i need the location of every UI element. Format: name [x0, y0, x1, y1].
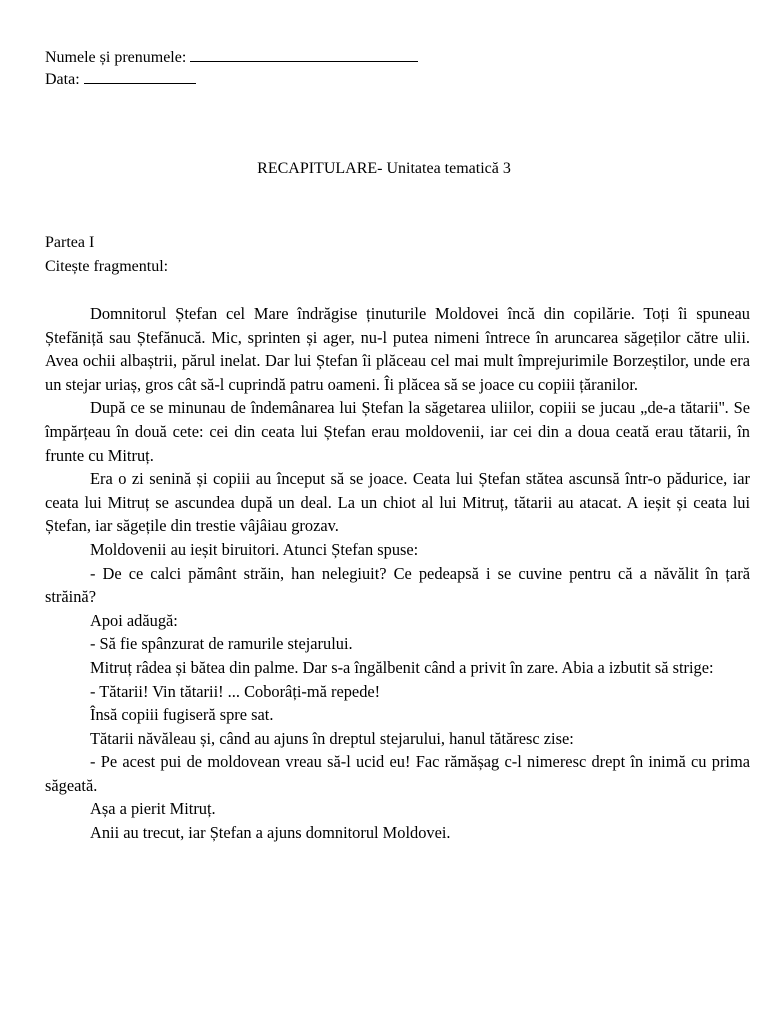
part-heading-block	[45, 231, 168, 278]
paragraph: Însă copiii fugiseră spre sat.	[90, 705, 274, 725]
paragraph: Anii au trecut, iar Ștefan a ajuns domnitorul Moldovei.	[90, 823, 451, 843]
paragraph: Mitruț râdea și bătea din palme. Dar s-a îngălbenit când a privit în zare. Abia a izbutit să strige:	[90, 657, 714, 677]
date-field-line	[45, 69, 196, 90]
paragraph: - Tătarii! Vin tătarii! ... Coborâți-mă repede!	[90, 681, 381, 701]
paragraph: Așa a pierit Mitruț.	[90, 799, 216, 819]
paragraph: - Să fie spânzurat de ramurile stejarului.	[90, 634, 353, 654]
paragraph: Moldovenii au ieșit biruitori. Atunci Ștefan spuse:	[90, 539, 419, 559]
date-label: Data:	[45, 71, 80, 88]
paragraph: - De ce calci pământ străin, han nelegiuit? Ce pedeapsă i se cuvine pentru că a năvălit în țară străină?	[45, 563, 750, 607]
paragraph: Domnitorul Ștefan cel Mare îndrăgise ținuturile Moldovei încă din copilărie. Toți îi spuneau Ștefăniță sau Ștefănucă. Mic, sprinten și ager, nu-l putea nimeni întrece în aruncarea săgeților către ulii. Avea ochii albaștrii, părul inelat. Dar lui Ștefan îi plăceau cel mai mult împrejurimile Borzeștilor, unde era un stejar uriaș, gros cât să-l cuprindă patru oameni. Îi plăcea să se joace cu copiii țăranilor.	[45, 304, 750, 394]
paragraph: Era o zi senină și copiii au început să se joace. Ceata lui Ștefan stătea ascunsă într-o pădurice, iar ceata lui Mitruț se ascundea după un deal. La un chiot al lui Mitruț, tătarii au atacat. A ieșit și ceata lui Ștefan, iar săgețile din trestie vâjâiau grozav.	[45, 469, 750, 536]
paragraph: După ce se minunau de îndemânarea lui Ștefan la săgetarea uliilor, copiii se jucau „de-a tătarii''. Se împărțeau în două cete: cei din ceata lui Ștefan erau moldovenii, iar cei din a doua ceată erau tătarii, în frunte cu Mitruț.	[45, 398, 750, 465]
date-blank	[84, 69, 196, 84]
paragraph: Apoi adăugă:	[90, 610, 178, 630]
paragraph: Tătarii năvăleau și, când au ajuns în dreptul stejarului, hanul tătăresc zise:	[90, 728, 574, 748]
part-instruction: Citește fragmentul:	[45, 257, 169, 275]
paragraph: - Pe acest pui de moldovean vreau să-l ucid eu! Fac rămășag c-l nimeresc drept în inimă cu prima săgeată.	[45, 752, 750, 795]
name-blank	[190, 47, 418, 62]
part-label: Partea I	[45, 234, 95, 251]
name-field-line	[45, 47, 418, 68]
page-title: RECAPITULARE- Unitatea tematică 3	[257, 160, 511, 177]
name-label: Numele și prenumele:	[45, 49, 187, 66]
reading-fragment	[45, 302, 750, 845]
